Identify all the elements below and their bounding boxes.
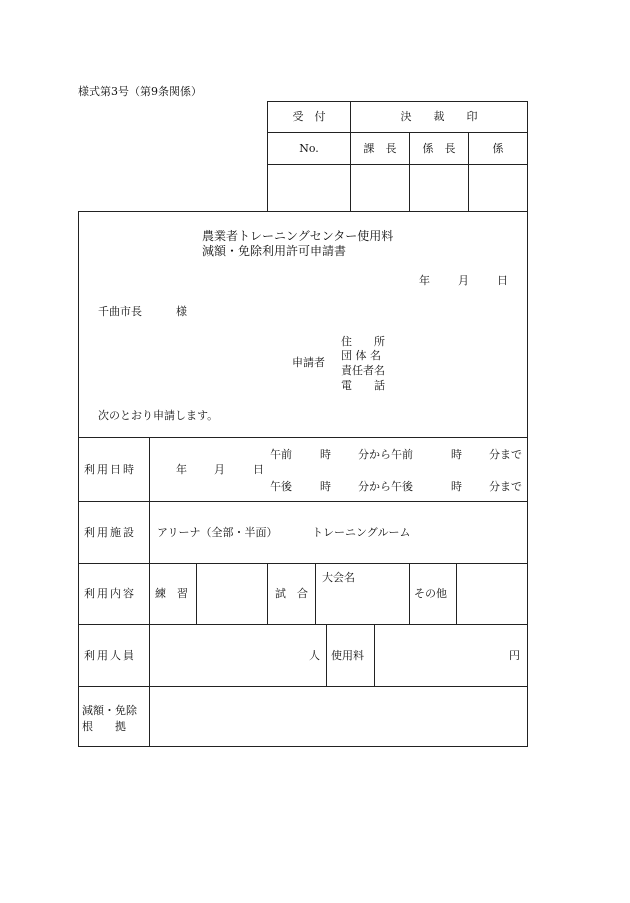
staff-seal-field[interactable] (469, 165, 527, 211)
facility-label: 利用施設 (84, 526, 136, 539)
staff-label: 係 (492, 142, 504, 155)
am-start-label: 午前 (270, 448, 292, 461)
decision-seal-label: 決 裁 印 (400, 110, 478, 123)
representative-label: 責任者名 (341, 364, 385, 377)
form-title-line2: 減額・免除利用許可申請書 (202, 244, 347, 258)
section-chief-seal-field[interactable] (351, 165, 409, 211)
date-year-label: 年 (419, 274, 430, 287)
pm-hour-label: 時 (320, 480, 331, 493)
addressee-honorific: 様 (176, 305, 187, 318)
yen-unit-label: 円 (509, 649, 520, 662)
group-name-label: 団 体 名 (341, 349, 381, 362)
usage-year-label: 年 (176, 463, 187, 476)
receipt-label: 受 付 (292, 110, 326, 123)
am-hour-label: 時 (320, 448, 331, 461)
date-day-label: 日 (497, 274, 508, 287)
pm-until-label: 分まで (489, 480, 522, 493)
match-label: 試 合 (275, 587, 308, 600)
practice-field[interactable] (197, 564, 267, 624)
basis-label: 根 拠 (82, 720, 126, 733)
arena-option[interactable]: アリーナ（全部・半面） (157, 526, 278, 539)
other-field[interactable] (457, 564, 527, 624)
form-title-line1: 農業者トレーニングセンター使用料 (202, 229, 394, 243)
usage-date-label: 利用日時 (84, 463, 136, 476)
tournament-name-label: 大会名 (322, 571, 355, 584)
practice-label: 練 習 (155, 587, 188, 600)
reduction-exemption-label: 減額・免除 (82, 704, 137, 717)
phone-label: 電 話 (341, 379, 385, 392)
pm-from-label: 分から午後 (358, 480, 413, 493)
application-statement: 次のとおり申請します。 (98, 409, 219, 422)
usage-day-label: 日 (253, 463, 264, 476)
am-end-hour-label: 時 (451, 448, 462, 461)
date-month-label: 月 (458, 274, 469, 287)
pm-start-label: 午後 (270, 480, 292, 493)
number-label: No. (299, 142, 319, 155)
people-label: 利用人員 (84, 649, 136, 662)
subsection-chief-label: 係 長 (422, 142, 456, 155)
usage-month-label: 月 (214, 463, 225, 476)
reduction-basis-field[interactable] (150, 687, 527, 746)
content-label: 利用内容 (84, 587, 136, 600)
receipt-number-field[interactable] (268, 165, 350, 211)
am-until-label: 分まで (489, 448, 522, 461)
training-room-option[interactable]: トレーニングルーム (312, 526, 411, 539)
people-count-field[interactable] (150, 625, 326, 685)
other-label: その他 (414, 587, 447, 600)
fee-amount-field[interactable] (375, 625, 527, 685)
addressee-name: 千曲市長 (98, 305, 142, 318)
section-chief-label: 課 長 (363, 142, 397, 155)
people-unit-label: 人 (309, 649, 320, 662)
subsection-chief-seal-field[interactable] (410, 165, 468, 211)
am-from-label: 分から午前 (358, 448, 413, 461)
applicant-label: 申請者 (292, 356, 325, 369)
address-label: 住 所 (341, 335, 385, 348)
form-number: 様式第3号（第9条関係） (78, 85, 202, 98)
fee-label: 使用料 (331, 649, 364, 662)
pm-end-hour-label: 時 (451, 480, 462, 493)
